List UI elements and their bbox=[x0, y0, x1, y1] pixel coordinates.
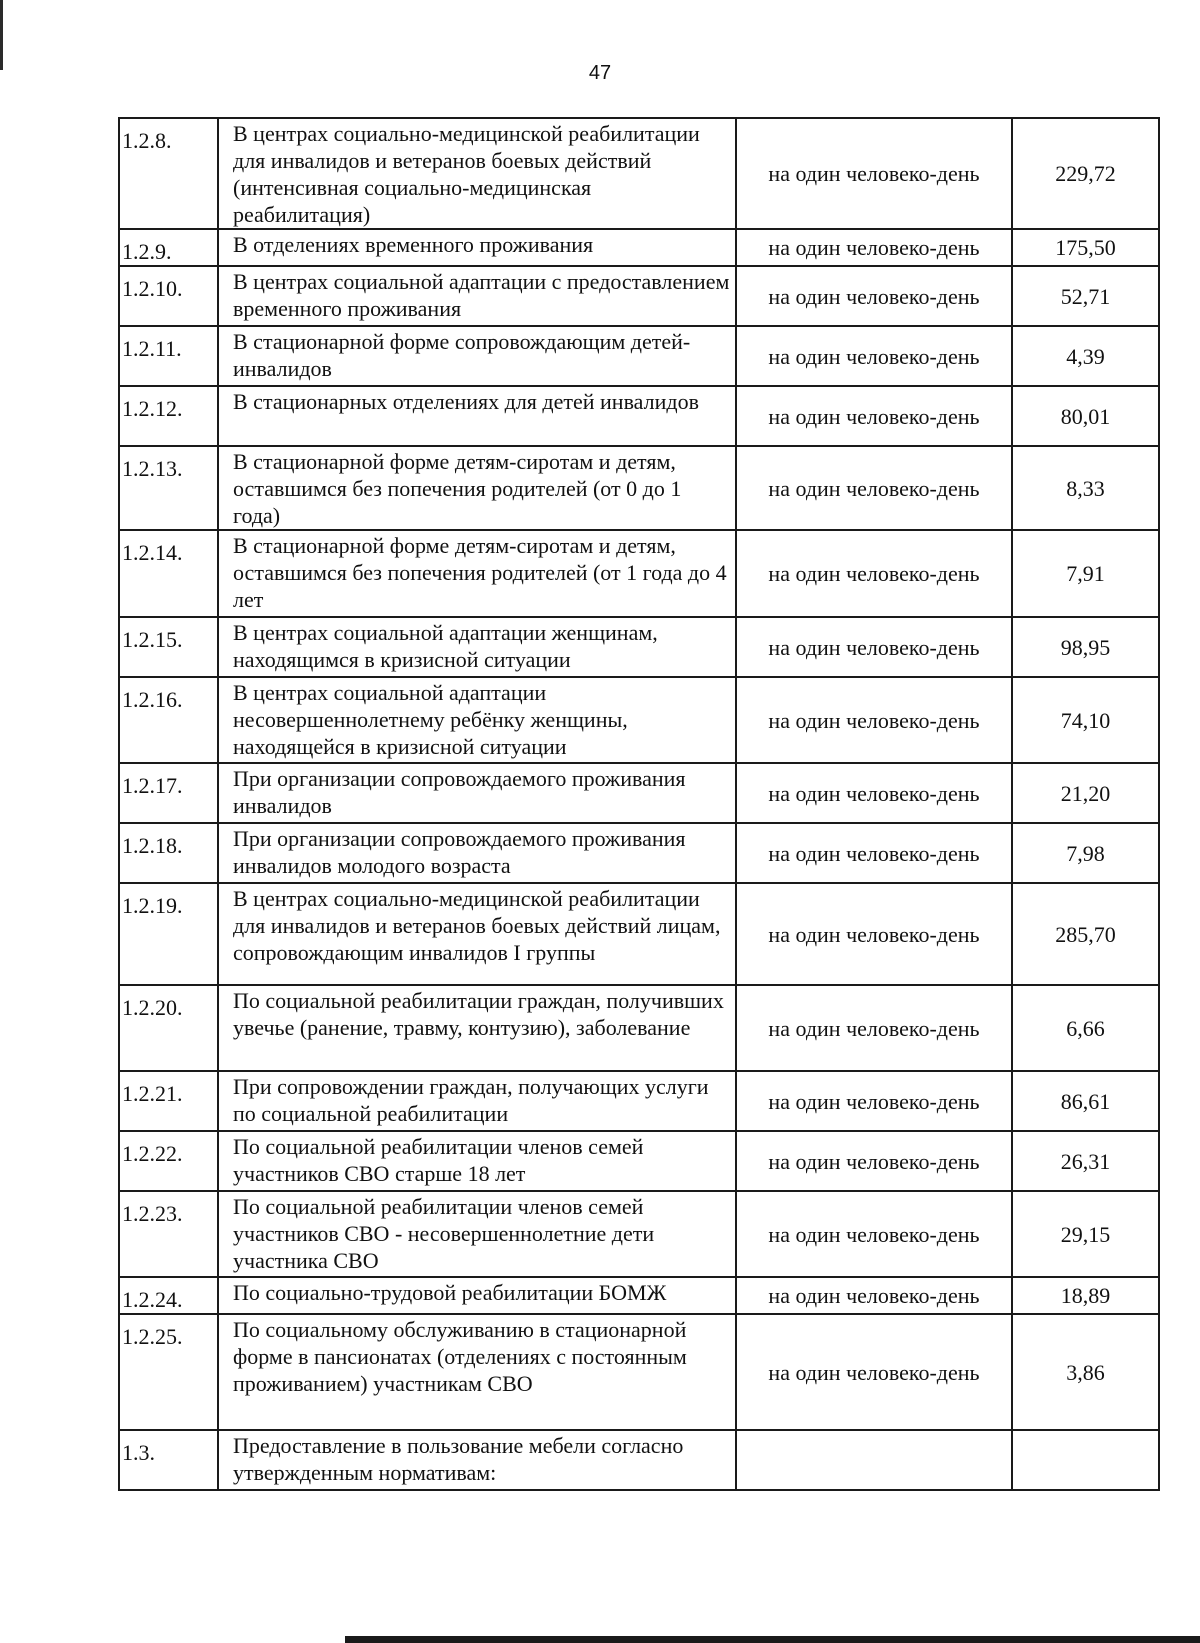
row-description: В центрах социальной адаптации несовершеннолетнему ребёнку женщины, находящейся в кризисной ситуации bbox=[218, 677, 736, 763]
row-code: 1.2.21. bbox=[119, 1071, 218, 1131]
row-code: 1.2.14. bbox=[119, 530, 218, 617]
table-row bbox=[119, 985, 1159, 1071]
scan-edge bbox=[0, 0, 3, 70]
row-unit: на один человеко-день bbox=[736, 823, 1012, 883]
row-description: В центрах социальной адаптации женщинам, находящимся в кризисной ситуации bbox=[218, 617, 736, 677]
row-value: 98,95 bbox=[1012, 617, 1159, 677]
row-description: Предоставление в пользование мебели согласно утвержденным нормативам: bbox=[218, 1430, 736, 1490]
row-description: При организации сопровождаемого проживания инвалидов bbox=[218, 763, 736, 823]
row-unit: на один человеко-день bbox=[736, 229, 1012, 266]
row-unit: на один человеко-день bbox=[736, 763, 1012, 823]
row-unit: на один человеко-день bbox=[736, 266, 1012, 326]
row-unit: на один человеко-день bbox=[736, 883, 1012, 985]
row-value: 7,91 bbox=[1012, 530, 1159, 617]
row-value: 229,72 bbox=[1012, 118, 1159, 229]
table-row bbox=[119, 266, 1159, 326]
table-row bbox=[119, 1071, 1159, 1131]
row-code: 1.2.9. bbox=[119, 229, 218, 266]
row-description: При сопровождении граждан, получающих услуги по социальной реабилитации bbox=[218, 1071, 736, 1131]
row-code: 1.2.23. bbox=[119, 1191, 218, 1277]
row-code: 1.2.20. bbox=[119, 985, 218, 1071]
row-unit: на один человеко-день bbox=[736, 617, 1012, 677]
row-description: По социальной реабилитации членов семей участников СВО - несовершеннолетние дети участника СВО bbox=[218, 1191, 736, 1277]
table-row bbox=[119, 118, 1159, 229]
row-description: В стационарных отделениях для детей инвалидов bbox=[218, 386, 736, 446]
table-row bbox=[119, 1430, 1159, 1490]
row-description: В стационарной форме детям-сиротам и детям, оставшимся без попечения родителей (от 1 года до 4 лет bbox=[218, 530, 736, 617]
table-row bbox=[119, 763, 1159, 823]
row-value: 80,01 bbox=[1012, 386, 1159, 446]
row-code: 1.2.24. bbox=[119, 1277, 218, 1314]
row-code: 1.2.8. bbox=[119, 118, 218, 229]
table-row bbox=[119, 530, 1159, 617]
tariff-table-body bbox=[119, 118, 1159, 1490]
row-unit: на один человеко-день bbox=[736, 1277, 1012, 1314]
table-row bbox=[119, 326, 1159, 386]
row-code: 1.2.19. bbox=[119, 883, 218, 985]
row-unit: на один человеко-день bbox=[736, 446, 1012, 530]
row-unit: на один человеко-день bbox=[736, 530, 1012, 617]
row-description: По социальной реабилитации граждан, получивших увечье (ранение, травму, контузию), заболевание bbox=[218, 985, 736, 1071]
row-code: 1.2.11. bbox=[119, 326, 218, 386]
row-value: 26,31 bbox=[1012, 1131, 1159, 1191]
row-unit: на один человеко-день bbox=[736, 1071, 1012, 1131]
row-description: В центрах социально-медицинской реабилитации для инвалидов и ветеранов боевых действий (интенсивная социально-медицинская реабилитация) bbox=[218, 118, 736, 229]
row-description: По социально-трудовой реабилитации БОМЖ bbox=[218, 1277, 736, 1314]
row-code: 1.2.25. bbox=[119, 1314, 218, 1430]
row-unit: на один человеко-день bbox=[736, 326, 1012, 386]
row-value: 52,71 bbox=[1012, 266, 1159, 326]
row-code: 1.2.22. bbox=[119, 1131, 218, 1191]
row-unit: на один человеко-день bbox=[736, 677, 1012, 763]
row-value: 86,61 bbox=[1012, 1071, 1159, 1131]
row-unit: на один человеко-день bbox=[736, 1314, 1012, 1430]
row-code: 1.3. bbox=[119, 1430, 218, 1490]
row-unit: на один человеко-день bbox=[736, 386, 1012, 446]
row-value: 7,98 bbox=[1012, 823, 1159, 883]
table-row bbox=[119, 1314, 1159, 1430]
row-code: 1.2.10. bbox=[119, 266, 218, 326]
row-description: В отделениях временного проживания bbox=[218, 229, 736, 266]
row-code: 1.2.18. bbox=[119, 823, 218, 883]
row-unit: на один человеко-день bbox=[736, 118, 1012, 229]
row-value: 8,33 bbox=[1012, 446, 1159, 530]
table-row bbox=[119, 1131, 1159, 1191]
row-value: 175,50 bbox=[1012, 229, 1159, 266]
row-value: 6,66 bbox=[1012, 985, 1159, 1071]
row-value: 3,86 bbox=[1012, 1314, 1159, 1430]
row-value: 29,15 bbox=[1012, 1191, 1159, 1277]
row-description: В стационарной форме сопровождающим детей-инвалидов bbox=[218, 326, 736, 386]
row-code: 1.2.16. bbox=[119, 677, 218, 763]
table-row bbox=[119, 1277, 1159, 1314]
table-row bbox=[119, 823, 1159, 883]
row-value: 285,70 bbox=[1012, 883, 1159, 985]
table-row bbox=[119, 386, 1159, 446]
row-value: 74,10 bbox=[1012, 677, 1159, 763]
tariff-table bbox=[118, 117, 1160, 1491]
row-code: 1.2.12. bbox=[119, 386, 218, 446]
row-unit: на один человеко-день bbox=[736, 1191, 1012, 1277]
row-description: В центрах социальной адаптации с предоставлением временного проживания bbox=[218, 266, 736, 326]
row-description: При организации сопровождаемого проживания инвалидов молодого возраста bbox=[218, 823, 736, 883]
row-description: По социальному обслуживанию в стационарной форме в пансионатах (отделениях с постоянным проживанием) участникам СВО bbox=[218, 1314, 736, 1430]
page-number: 47 bbox=[588, 62, 612, 84]
row-value: 18,89 bbox=[1012, 1277, 1159, 1314]
row-code: 1.2.15. bbox=[119, 617, 218, 677]
row-unit: на один человеко-день bbox=[736, 985, 1012, 1071]
row-value bbox=[1012, 1430, 1159, 1490]
table-row bbox=[119, 883, 1159, 985]
row-value: 21,20 bbox=[1012, 763, 1159, 823]
table-row bbox=[119, 677, 1159, 763]
row-code: 1.2.17. bbox=[119, 763, 218, 823]
scan-bottom-edge bbox=[345, 1636, 1200, 1643]
table-row bbox=[119, 229, 1159, 266]
row-description: В центрах социально-медицинской реабилитации для инвалидов и ветеранов боевых действий лицам, сопровождающим инвалидов I группы bbox=[218, 883, 736, 985]
row-unit bbox=[736, 1430, 1012, 1490]
row-description: В стационарной форме детям-сиротам и детям, оставшимся без попечения родителей (от 0 до 1 года) bbox=[218, 446, 736, 530]
table-row bbox=[119, 1191, 1159, 1277]
table-row bbox=[119, 446, 1159, 530]
table-row bbox=[119, 617, 1159, 677]
row-description: По социальной реабилитации членов семей участников СВО старше 18 лет bbox=[218, 1131, 736, 1191]
row-unit: на один человеко-день bbox=[736, 1131, 1012, 1191]
row-value: 4,39 bbox=[1012, 326, 1159, 386]
row-code: 1.2.13. bbox=[119, 446, 218, 530]
